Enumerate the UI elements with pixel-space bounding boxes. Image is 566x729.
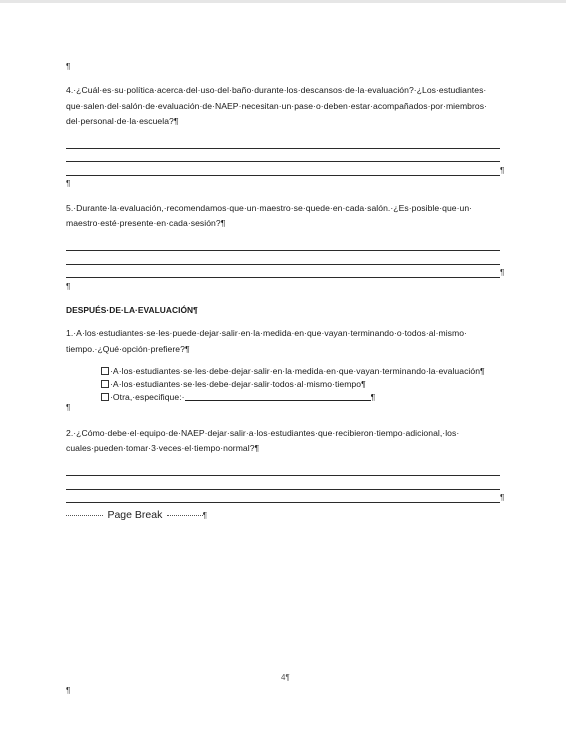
answer-line[interactable] <box>66 264 500 265</box>
option-row[interactable] <box>101 377 366 391</box>
after-question-2-line-2: cuales·pueden·tomar·3·veces·el·tiempo·normal?¶ <box>66 443 260 453</box>
paragraph-mark: ¶ <box>500 268 505 277</box>
paragraph-mark: ¶ <box>500 493 505 502</box>
paragraph-mark: ¶ <box>66 686 71 695</box>
after-question-1-line-2: tiempo.·¿Qué·opción·prefiere?¶ <box>66 344 190 354</box>
checkbox[interactable] <box>101 393 109 401</box>
page-break-dots-right <box>167 515 203 516</box>
option-label: ·A·los·estudiantes·se·les·debe·dejar·salir·en·la·medida·en·que·vayan·terminando·la·evaluación¶ <box>110 366 485 376</box>
answer-line[interactable] <box>66 502 500 503</box>
section-heading: DESPUÉS·DE·LA·EVALUACIÓN¶ <box>66 305 198 315</box>
other-specify-field[interactable] <box>185 392 371 401</box>
answer-line[interactable] <box>66 475 500 476</box>
answer-line[interactable] <box>66 277 500 278</box>
answer-line[interactable] <box>66 175 500 176</box>
paragraph-mark: ¶ <box>66 179 71 188</box>
page-break-label: Page Break <box>107 509 163 521</box>
paragraph-mark: ¶ <box>500 166 505 175</box>
answer-line[interactable] <box>66 250 500 251</box>
question-4-line-3: del·personal·de·la·escuela?¶ <box>66 116 179 126</box>
page-number: 4¶ <box>281 673 290 682</box>
paragraph-mark: ¶ <box>66 62 71 71</box>
option-label: ·A·los·estudiantes·se·les·debe·dejar·salir·todos·al·mismo·tiempo¶ <box>110 379 366 389</box>
page-break-marker <box>66 505 207 523</box>
checkbox[interactable] <box>101 367 109 375</box>
paragraph-mark: ¶ <box>66 282 71 291</box>
answer-line[interactable] <box>66 148 500 149</box>
paragraph-mark: ¶ <box>370 392 376 402</box>
checkbox[interactable] <box>101 380 109 388</box>
question-4-line-2: que·salen·del·salón·de·evaluación·de·NAEP·necesitan·un·pase·o·deben·estar·acompañados·por·miembros· <box>66 101 487 111</box>
question-5-line-2: maestro·esté·presente·en·cada·sesión?¶ <box>66 218 226 228</box>
question-4-line-1: 4.·¿Cuál·es·su·política·acerca·del·uso·del·baño·durante·los·descansos·de·la·evaluación?·¿Los·estudiantes· <box>66 85 487 95</box>
after-question-1-line-1: 1.·A·los·estudiantes·se·les·puede·dejar·salir·en·la·medida·en·que·vayan·terminando·o·todos·al·mismo· <box>66 328 467 338</box>
after-question-2-line-1: 2.·¿Cómo·debe·el·equipo·de·NAEP·dejar·salir·a·los·estudiantes·que·recibieron·tiempo·adicional,·los· <box>66 428 460 438</box>
paragraph-mark: ¶ <box>66 403 71 412</box>
answer-line[interactable] <box>66 489 500 490</box>
answer-line[interactable] <box>66 161 500 162</box>
page-break-dots-left <box>66 515 103 516</box>
option-label: ·Otra,·especifique:· <box>110 392 185 402</box>
question-5-line-1: 5.·Durante·la·evaluación,·recomendamos·que·un·maestro·se·quede·en·cada·salón.·¿Es·posible·que·un· <box>66 203 473 213</box>
option-row[interactable] <box>101 390 375 404</box>
option-row[interactable] <box>101 364 485 378</box>
paragraph-mark: ¶ <box>202 511 208 520</box>
